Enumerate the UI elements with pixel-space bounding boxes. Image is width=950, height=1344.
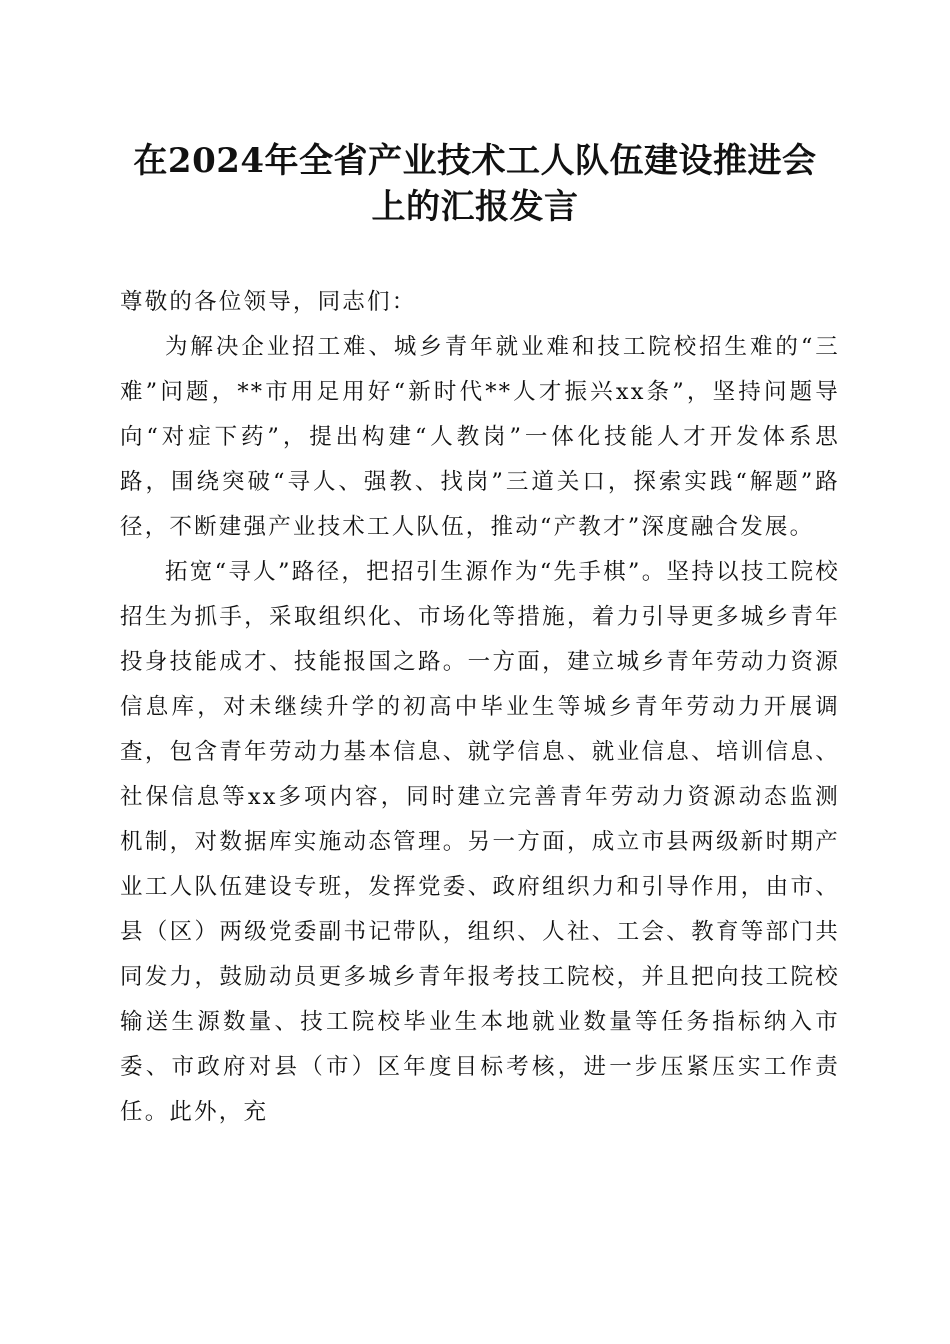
title-line-1: 在2024年全省产业技术工人队伍建设推进会 xyxy=(133,141,817,181)
document-title xyxy=(120,138,830,230)
title-line-2: 上的汇报发言 xyxy=(371,187,579,227)
salutation: 尊敬的各位领导，同志们： xyxy=(120,289,417,315)
document-body xyxy=(120,280,840,1135)
paragraph-intro: 为解决企业招工难、城乡青年就业难和技工院校招生难的“三难”问题，**市用足用好“新时代**人才振兴xx条”，坚持问题导向“对症下药”，提出构建“人教岗”一体化技能人才开发体系思路，围绕突破“寻人、强教、找岗”三道关口，探索实践“解题”路径，不断建强产业技术工人队伍，推动“产教才”深度融合发展。 xyxy=(120,334,840,540)
paragraph-recruitment: 拓宽“寻人”路径，把招引生源作为“先手棋”。坚持以技工院校招生为抓手，采取组织化、市场化等措施，着力引导更多城乡青年投身技能成才、技能报国之路。一方面，建立城乡青年劳动力资源信息库，对未继续升学的初高中毕业生等城乡青年劳动力开展调查，包含青年劳动力基本信息、就学信息、就业信息、培训信息、社保信息等xx多项内容，同时建立完善青年劳动力资源动态监测机制，对数据库实施动态管理。另一方面，成立市县两级新时期产业工人队伍建设专班，发挥党委、政府组织力和引导作用，由市、县（区）两级党委副书记带队，组织、人社、工会、教育等部门共同发力，鼓励动员更多城乡青年报考技工院校，并且把向技工院校输送生源数量、技工院校毕业生本地就业数量等任务指标纳入市委、市政府对县（市）区年度目标考核，进一步压紧压实工作责任。此外，充 xyxy=(120,559,840,1125)
